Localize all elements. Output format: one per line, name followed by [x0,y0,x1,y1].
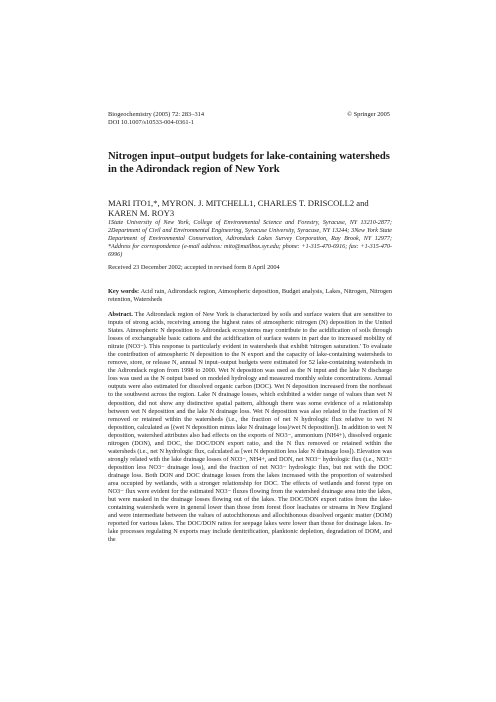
affiliations: 1State University of New York, College of Environmental Science and Forestry, Syracuse, NY 13210-2877; 2Department of Civil and Environmental Engineering, Syracuse University, Syracuse, NY 13244; 3New York State Department of Environmental Conservation, Adirondack Lakes Survey Corporation, Ray Brook, NY 12977; *Address for correspondence (e-mail address: mito@mailbox.syr.edu; phone: +1-315-470-6916; fax: +1-315-470-6996) [108,220,392,258]
journal-citation: Biogeochemistry (2005) 72: 283–314 [108,111,205,118]
article-title: Nitrogen input–output budgets for lake-containing watersheds in the Adirondack region of New York [108,151,390,175]
keywords-block [108,288,392,304]
keywords-label: Key words: [108,288,140,295]
publisher-copyright: © Springer 2005 [347,111,390,118]
keywords-text: Acid rain, Adirondack region, Atmospheric deposition, Budget analysis, Lakes, Nitrogen, Nitrogen retention, Watersheds [108,288,392,304]
received-dates: Received 23 December 2002; accepted in revised form 8 April 2004 [108,264,280,271]
abstract-block [108,311,392,544]
abstract-text: The Adirondack region of New York is characterized by soils and surface waters that are sensitive to inputs of strong acids, receiving among the highest rates of atmospheric nitrogen (N) deposition in the United States. Atmospheric N deposition to Adirondack ecosystems may contribute to the acidification of soils through losses of exchangeable basic cations and the acidification of surface waters in part due to increased mobility of nitrate (NO3−). This response is particularly evident in watersheds that exhibit 'nitrogen saturation.' To evaluate the contribution of atmospheric N deposition to the N export and the capacity of lake-containing watersheds to remove, store, or release N, annual N input–output budgets were estimated for 52 lake-containing watersheds in the Adirondack region from 1998 to 2000. Wet N deposition was used as the N input and the lake N discharge loss was used as the N output based on modeled hydrology and measured monthly solute concentrations. Annual outputs were also estimated for dissolved organic carbon (DOC). Wet N deposition increased from the northeast to the southwest across the region. Lake N drainage losses, which exhibited a wider range of values than wet N deposition, did not show any distinctive spatial pattern, although there was some evidence of a relationship between wet N deposition and the lake N drainage loss. Wet N deposition was also related to the fraction of N removed or retained within the watersheds (i.e., the fraction of net N hydrologic flux relative to wet N deposition, calculated as [(wet N deposition minus lake N drainage loss)/wet N deposition]). In addition to wet N deposition, watershed attributes also had effects on the exports of NO3−, ammonium (NH4+), dissolved organic nitrogen (DON), and DOC, the DOC/DON export ratio, and the N flux removed or retained within the watersheds (i.e., net N hydrologic flux, calculated as [wet N deposition less lake N drainage loss]). Elevation was strongly related with the lake drainage losses of NO3−, NH4+, and DON, net NO3− hydrologic flux (i.e., NO3− deposition less NO3− drainage loss), and the fraction of net NO3− hydrologic flux, but not with the DOC drainage loss. Both DON and DOC drainage losses from the lakes increased with the proportion of watershed area occupied by wetlands, with a stronger relationship for DOC. The effects of wetlands and forest type on NO3− flux were evident for the estimated NO3− fluxes flowing from the watershed drainage area into the lakes, but were masked in the drainage losses flowing out of the lakes. The DOC/DON export ratios from the lake-containing watersheds were in general lower than those from forest floor leachates or streams in New England and were intermediate between the values of autochthonous and allochthonous dissolved organic matter (DOM) reported for various lakes. The DOC/DON ratios for seepage lakes were lower than those for drainage lakes. In-lake processes regulating N exports may include denitrification, planktonic depletion, degradation of DOM, and the [108,311,392,544]
doi: DOI 10.1007/s10533-004-0361-1 [108,119,194,126]
author-list: MARI ITO1,*, MYRON. J. MITCHELL1, CHARLES T. DRISCOLL2 and KAREN M. ROY3 [108,198,369,219]
abstract-label: Abstract. [108,311,133,318]
